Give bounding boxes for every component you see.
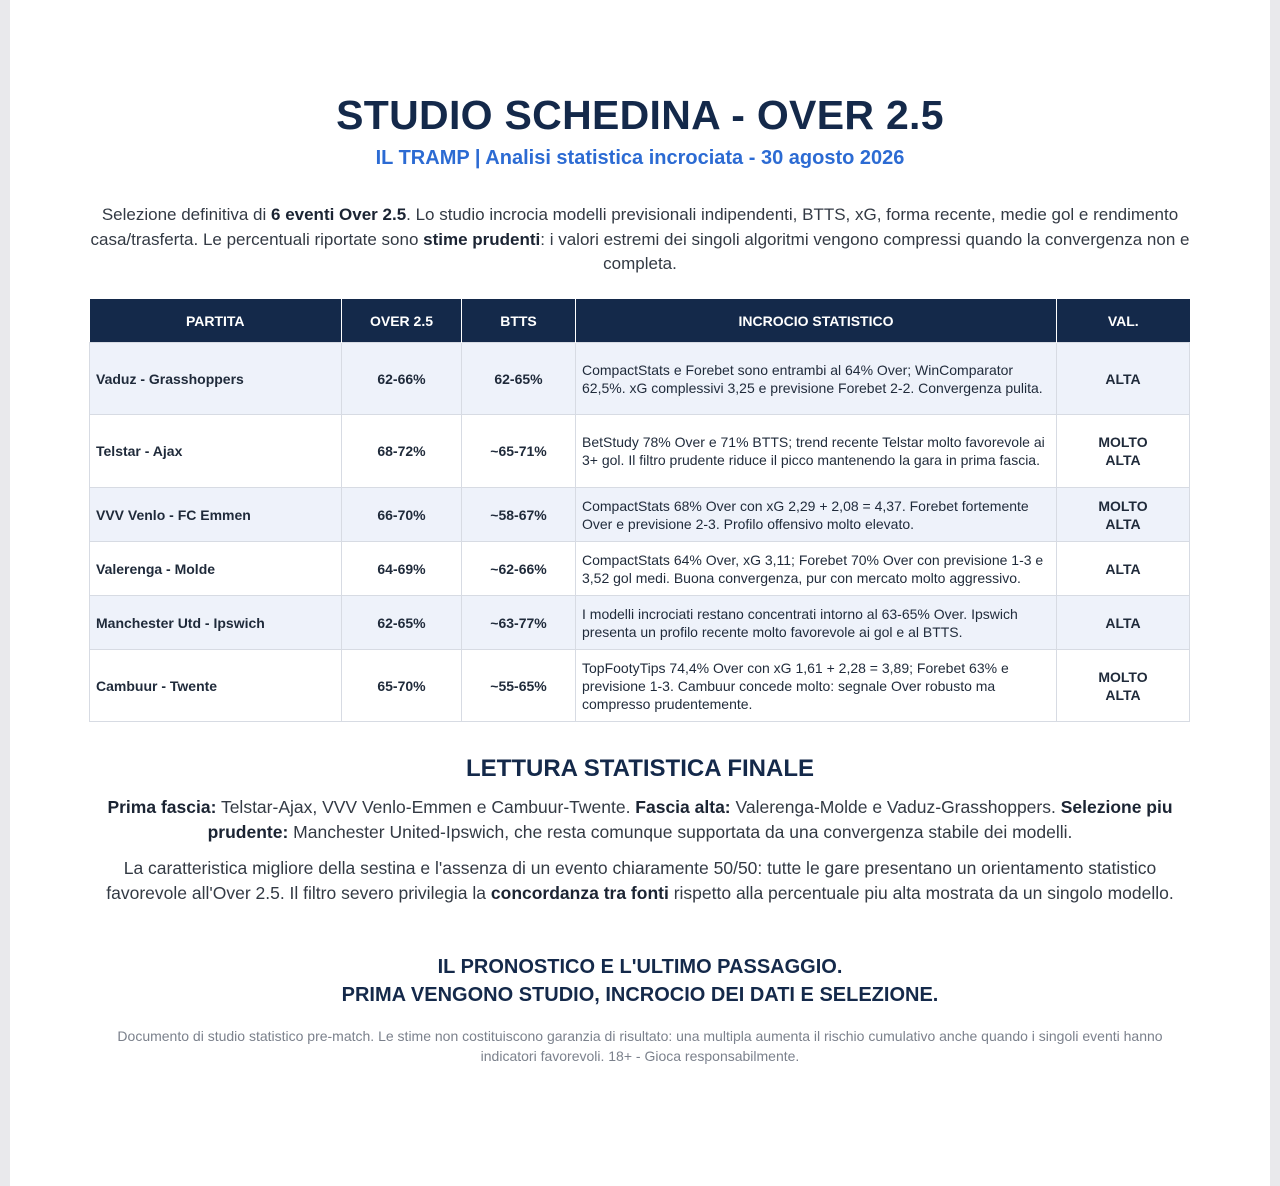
analysis-cell: CompactStats 64% Over, xG 3,11; Forebet 70% Over con previsione 1-3 e 3,52 gol medi. Buona convergenza, pur con mercato molto aggressivo. [576, 542, 1057, 596]
tier-text-first: Telstar-Ajax, VVV Venlo-Emmen e Cambuur-Twente. [216, 797, 636, 817]
analysis-cell: CompactStats e Forebet sono entrambi al 64% Over; WinComparator 62,5%. xG complessivi 3,25 e previsione Forebet 2-2. Convergenza pulita. [576, 343, 1057, 415]
analysis-cell: TopFootyTips 74,4% Over con xG 1,61 + 2,28 = 3,89; Forebet 63% e previsione 1-3. Cambuur concede molto: segnale Over robusto ma compresso prudentemente. [576, 650, 1057, 722]
feature-bold: concordanza tra fonti [490, 882, 669, 903]
closing-line-2: PRIMA VENGONO STUDIO, INCROCIO DEI DATI E SELEZIONE. [341, 984, 939, 1006]
table-header-row [90, 299, 1190, 343]
table-row [90, 488, 1190, 542]
closing-statement [10, 953, 1270, 1009]
over-cell: 66-70% [342, 488, 462, 542]
value-cell [1057, 650, 1190, 722]
over-cell: 62-65% [342, 596, 462, 650]
btts-cell: ~55-65% [462, 650, 576, 722]
tier-text-high: Valerenga-Molde e Vaduz-Grasshoppers. [730, 797, 1061, 817]
tier-label-prudent: Selezione piu prudente: [207, 797, 1173, 842]
btts-cell: ~62-66% [462, 542, 576, 596]
table-row [90, 415, 1190, 488]
column-header-value: VAL. [1057, 299, 1190, 343]
value-line-1: ALTA [1105, 560, 1141, 577]
over-cell: 62-66% [342, 343, 462, 415]
over-cell: 65-70% [342, 650, 462, 722]
tier-text-prudent: Manchester United-Ipswich, che resta comunque supportata da una convergenza stabile dei modelli. [288, 821, 1073, 842]
document-page [10, 0, 1270, 1186]
value-cell [1057, 542, 1190, 596]
match-cell: Telstar - Ajax [90, 415, 342, 488]
value-line-1: MOLTO [1098, 497, 1148, 514]
btts-cell: ~65-71% [462, 415, 576, 488]
match-cell: Cambuur - Twente [90, 650, 342, 722]
intro-bold-estimates: stime prudenti [423, 229, 541, 249]
column-header-analysis: INCROCIO STATISTICO [576, 299, 1057, 343]
over-cell: 68-72% [342, 415, 462, 488]
column-header-match: PARTITA [90, 299, 342, 343]
analysis-cell: I modelli incrociati restano concentrati intorno al 63-65% Over. Ipswich presenta un profilo recente molto favorevole ai gol e al BTTS. [576, 596, 1057, 650]
column-header-over: OVER 2.5 [342, 299, 462, 343]
value-line-2: ALTA [1105, 515, 1141, 532]
value-cell [1057, 343, 1190, 415]
value-line-1: ALTA [1105, 370, 1141, 387]
summary-title: LETTURA STATISTICA FINALE [466, 755, 814, 782]
closing-line-1: IL PRONOSTICO E L'ULTIMO PASSAGGIO. [437, 956, 843, 978]
value-line-1: MOLTO [1098, 668, 1148, 685]
analysis-cell: BetStudy 78% Over e 71% BTTS; trend recente Telstar molto favorevole ai 3+ gol. Il filtro prudente riduce il picco mantenendo la gara in prima fascia. [576, 415, 1057, 488]
value-line-2: ALTA [1105, 452, 1141, 468]
btts-cell: 62-65% [462, 343, 576, 415]
over-cell: 64-69% [342, 542, 462, 596]
table-row [90, 650, 1190, 722]
intro-text-1: Selezione definitiva di [101, 205, 272, 224]
page-subtitle: IL TRAMP | Analisi statistica incrociata - 30 agosto 2026 [375, 147, 905, 169]
tier-label-first: Prima fascia: [107, 797, 217, 817]
column-header-btts: BTTS [462, 299, 576, 343]
page-title: STUDIO SCHEDINA - OVER 2.5 [336, 92, 944, 138]
value-line-1: MOLTO [1098, 434, 1148, 450]
tier-label-high: Fascia alta: [635, 797, 731, 817]
analysis-cell: CompactStats 68% Over con xG 2,29 + 2,08 = 4,37. Forebet fortemente Over e previsione 2-3. Profilo offensivo molto elevato. [576, 488, 1057, 542]
value-line-2: ALTA [1105, 686, 1141, 703]
intro-bold-events: 6 eventi Over 2.5 [271, 205, 407, 224]
value-cell [1057, 415, 1190, 488]
summary-paragraph-tiers [90, 795, 1190, 844]
btts-cell: ~63-77% [462, 596, 576, 650]
picks-table [89, 299, 1190, 722]
value-line-1: ALTA [1105, 614, 1141, 631]
intro-paragraph [90, 203, 1190, 277]
value-cell [1057, 488, 1190, 542]
feature-text-2: rispetto alla percentuale piu alta mostrata da un singolo modello. [668, 882, 1174, 903]
feature-text-1: La caratteristica migliore della sestina e l'assenza di un evento chiaramente 50/50: tutte le gare presentano un orientamento statistico favorevole all'Over 2.5. Il filtro severo privilegia la [106, 858, 1157, 903]
match-cell: Valerenga - Molde [90, 542, 342, 596]
match-cell: Manchester Utd - Ipswich [90, 596, 342, 650]
intro-text-3: : i valori estremi dei singoli algoritmi vengono compressi quando la convergenza non e completa. [540, 229, 1190, 273]
summary-paragraph-feature [90, 856, 1190, 905]
table-row [90, 343, 1190, 415]
match-cell: VVV Venlo - FC Emmen [90, 488, 342, 542]
value-cell [1057, 596, 1190, 650]
table-row [90, 542, 1190, 596]
table-row [90, 596, 1190, 650]
btts-cell: ~58-67% [462, 488, 576, 542]
intro-text-2: . Lo studio incrocia modelli previsionali indipendenti, BTTS, xG, forma recente, medie gol e rendimento casa/trasferta. Le percentuali riportate sono [90, 205, 1179, 249]
disclaimer-text: Documento di studio statistico pre-match. Le stime non costituiscono garanzia di risultato: una multipla aumenta il rischio cumulativo anche quando i singoli eventi hanno indicatori favorevoli. 18+ - Gioca responsabilmente. [117, 1028, 1163, 1064]
match-cell: Vaduz - Grasshoppers [90, 343, 342, 415]
